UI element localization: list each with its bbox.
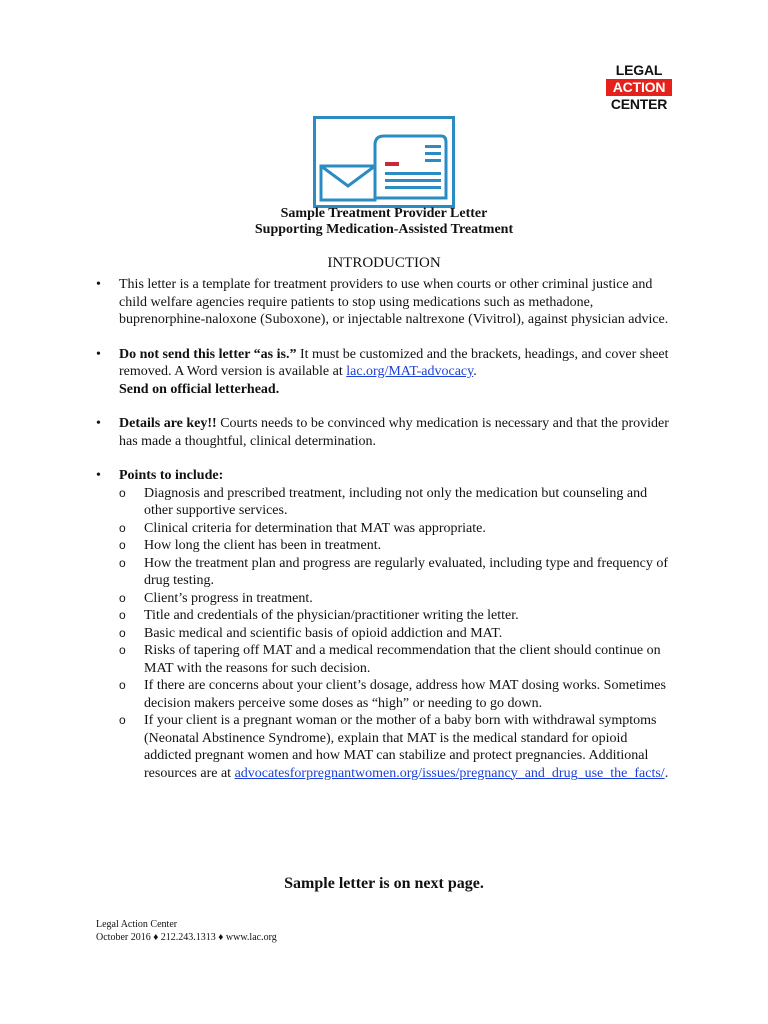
list-item-text: Risks of tapering off MAT and a medical recommendation that the client should continue on MAT with the reasons for such decision. (144, 643, 661, 676)
bullet-text: This letter is a template for treatment providers to use when courts or other criminal justice and child welfare agencies require patients to stop using medications such as methadone, buprenorphine-naloxone (Suboxone), or injectable naltrexone (Vivitrol), against physician advice. (119, 277, 669, 327)
list-item-text: Client’s progress in treatment. (144, 590, 313, 606)
bullet-text: Courts needs to be convinced why medication is necessary and that the provider has made a thoughtful, clinical determination. (119, 416, 669, 449)
list-item: o Client’s progress in treatment. (119, 590, 313, 606)
list-item-text: How the treatment plan and progress are regularly evaluated, including type and frequency of drug testing. (144, 555, 669, 588)
list-item: o Clinical criteria for determination that MAT was appropriate. (119, 520, 486, 536)
bullet-bold-letterhead: Send on official letterhead. (119, 381, 280, 397)
list-item: o If your client is a pregnant woman or the mother of a baby born with withdrawal symptoms (Neonatal Abstinence Syndrome), explain that MAT is the medical standard for opioid addicted pregnant women and how MAT can stabilize and protect pregnancies. Additional resources are at advocatesforpregnantwomen.org/issues/pregnancy_and_drug_use_the_facts/. (119, 713, 669, 781)
bullet-bold-lead: Points to include: (119, 468, 224, 483)
punctuation: . (473, 364, 477, 379)
bullet-bold-lead: Do not send this letter “as is.” (119, 346, 297, 362)
list-item: o Title and credentials of the physician/practitioner writing the letter. (119, 608, 519, 623)
bullet-text: It must be customized and the brackets, headings, and cover sheet removed. A Word version is available at (119, 346, 669, 379)
bullet-do-not-send (96, 346, 676, 399)
title-line-2: Supporting Medication-Assisted Treatment (254, 222, 514, 237)
bullet-bold-lead: Details are key!! (119, 416, 217, 431)
list-item-text: How long the client has been in treatment. (144, 538, 382, 553)
sub-list (119, 485, 676, 783)
bullet-details-key (96, 415, 676, 450)
list-item: o If there are concerns about your client’s dosage, address how MAT dosing works. Sometimes decision makers perceive some doses as “high” or needing to go down. (119, 678, 666, 711)
footer-org: Legal Action Center (96, 919, 178, 930)
intro-heading: INTRODUCTION (327, 255, 441, 271)
list-item-text: If there are concerns about your client’s dosage, address how MAT dosing works. Sometimes decision makers perceive some doses as “high” or needing to go down. (144, 678, 666, 711)
document-title (0, 206, 768, 238)
bullet-dot: • (96, 468, 101, 483)
legal-action-center-logo (606, 62, 672, 114)
footer (96, 918, 277, 944)
envelope-letter-icon (313, 116, 455, 208)
list-item-text: Basic medical and scientific basis of opioid addiction and MAT. (144, 625, 503, 641)
logo-line-center: CENTER (610, 96, 668, 112)
logo-line-action: ACTION (606, 79, 672, 96)
list-item: o Diagnosis and prescribed treatment, including not only the medication but counseling and other supportive services. (119, 485, 648, 518)
bullet-dot: • (96, 277, 101, 292)
bullet-template-purpose (96, 276, 676, 329)
bullet-dot: • (96, 416, 101, 431)
closing-note: Sample letter is on next page. (284, 875, 484, 892)
bullet-dot: • (96, 346, 101, 362)
advocates-pregnant-women-link[interactable]: advocatesforpregnantwomen.org/issues/pregnancy_and_drug_use_the_facts/ (234, 765, 665, 781)
bullet-list (96, 276, 676, 782)
list-item: o Risks of tapering off MAT and a medical recommendation that the client should continue on MAT with the reasons for such decision. (119, 643, 661, 676)
list-item-text: Clinical criteria for determination that MAT was appropriate. (144, 520, 486, 536)
bullet-points-to-include (96, 467, 676, 782)
list-item-text: Title and credentials of the physician/practitioner writing the letter. (144, 608, 519, 623)
mat-advocacy-link[interactable]: lac.org/MAT-advocacy (346, 364, 474, 379)
title-line-1: Sample Treatment Provider Letter (280, 206, 488, 221)
punctuation: . (664, 765, 669, 781)
list-item-text: If your client is a pregnant woman or the mother of a baby born with withdrawal symptoms (Neonatal Abstinence Syndrome), explain that MAT is the medical standard for opioid addicted pregnant women and how MAT can stabilize and protect pregnancies. Additional resources are at (144, 713, 657, 781)
list-item-text: Diagnosis and prescribed treatment, including not only the medication but counseling and other supportive services. (144, 485, 648, 518)
list-item: o Basic medical and scientific basis of opioid addiction and MAT. (119, 625, 503, 641)
list-item: o How the treatment plan and progress are regularly evaluated, including type and frequency of drug testing. (119, 555, 669, 588)
list-item: o How long the client has been in treatment. (119, 538, 382, 553)
footer-contact: October 2016 ♦ 212.243.1313 ♦ www.lac.org (96, 932, 277, 943)
logo-line-legal: LEGAL (615, 62, 663, 78)
